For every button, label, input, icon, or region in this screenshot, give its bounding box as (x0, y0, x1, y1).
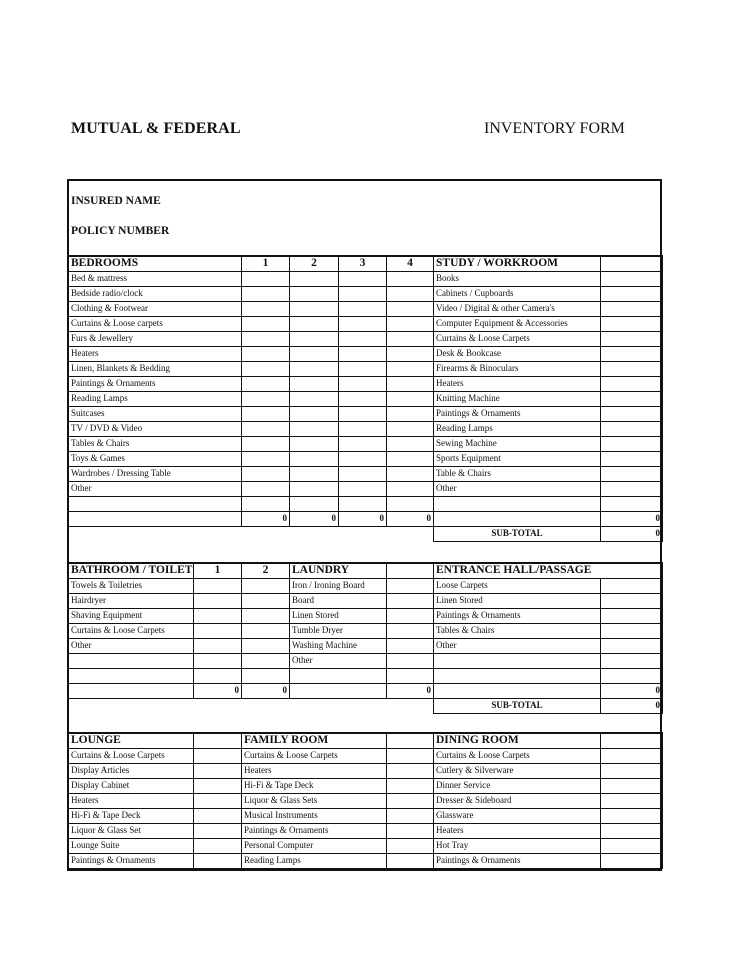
bedroom-4-value[interactable] (387, 436, 434, 451)
item-row (69, 451, 663, 466)
study-item-label: Computer Equipment & Accessories (434, 316, 601, 331)
bedroom-4-value[interactable] (387, 301, 434, 316)
bedroom-3-value[interactable] (339, 316, 387, 331)
lounge-heading: LOUNGE (69, 733, 194, 748)
dining-item-value[interactable] (601, 838, 663, 853)
dining-item-label: Cutlery & Silverware (434, 763, 601, 778)
form-title: INVENTORY FORM (484, 120, 625, 137)
lounge-item-value[interactable] (194, 763, 242, 778)
bedroom-item-label: Toys & Games (69, 451, 242, 466)
study-value-heading (601, 256, 663, 271)
bedroom-1-value[interactable] (242, 271, 290, 286)
entrance-item-value[interactable] (601, 638, 663, 653)
study-item-label: Reading Lamps (434, 421, 601, 436)
bedroom-item-label: Suitcases (69, 406, 242, 421)
bathroom-2-value[interactable] (242, 668, 290, 683)
bedroom-4-value[interactable] (387, 391, 434, 406)
bedroom-2-value[interactable] (290, 451, 339, 466)
study-item-label: Paintings & Ornaments (434, 406, 601, 421)
lounge-value-heading (194, 733, 242, 748)
laundry-item-value[interactable] (387, 623, 434, 638)
lounge-item-value[interactable] (194, 793, 242, 808)
entry-cell[interactable] (387, 496, 434, 511)
item-row (69, 608, 663, 623)
lounge-family-dining-table (68, 732, 663, 869)
item-row (69, 653, 663, 668)
bedroom-2-value[interactable] (290, 316, 339, 331)
bedroom-3-value[interactable] (339, 451, 387, 466)
bedroom-1-value[interactable] (242, 436, 290, 451)
study-item-value[interactable] (601, 466, 663, 481)
bedroom-item-label: Furs & Jewellery (69, 331, 242, 346)
study-item-value[interactable] (601, 421, 663, 436)
family-item-value[interactable] (387, 748, 434, 763)
study-item-label: Heaters (434, 376, 601, 391)
laundry-item-label: Other (290, 653, 387, 668)
bedroom-4-value[interactable] (387, 421, 434, 436)
dining-item-label: Dinner Service (434, 778, 601, 793)
item-row (69, 638, 663, 653)
bedroom-3-value[interactable] (339, 361, 387, 376)
bathroom-2-value[interactable] (242, 608, 290, 623)
bedrooms-study-table (68, 255, 663, 542)
subtotal-value: 0 (601, 526, 663, 541)
laundry-item-label (290, 668, 387, 683)
lounge-item-value[interactable] (194, 778, 242, 793)
bedroom-2-value[interactable] (290, 406, 339, 421)
entry-cell[interactable] (69, 496, 242, 511)
family-item-value[interactable] (387, 793, 434, 808)
bedroom-1-value[interactable] (242, 331, 290, 346)
study-item-value[interactable] (601, 346, 663, 361)
bedroom-2-value[interactable] (290, 301, 339, 316)
item-row (69, 436, 663, 451)
bedroom-2-value[interactable] (290, 436, 339, 451)
study-item-label: Curtains & Loose Carpets (434, 331, 601, 346)
laundry-item-value[interactable] (387, 668, 434, 683)
study-total: 0 (601, 511, 663, 526)
entrance-item-label: Tables & Chairs (434, 623, 601, 638)
item-row (69, 466, 663, 481)
bedroom-1-value[interactable] (242, 481, 290, 496)
family-room-heading: FAMILY ROOM (242, 733, 387, 748)
laundry-item-label: Board (290, 593, 387, 608)
item-row (69, 593, 663, 608)
entrance-item-label (434, 653, 601, 668)
bedroom-2-value[interactable] (290, 376, 339, 391)
bedroom-1-value[interactable] (242, 301, 290, 316)
item-row (69, 748, 663, 763)
bedroom-4-heading: 4 (387, 256, 434, 271)
bathroom-heading: BATHROOM / TOILET (69, 563, 194, 578)
entrance-item-label (434, 668, 601, 683)
study-item-value[interactable] (601, 316, 663, 331)
bedroom-3-value[interactable] (339, 301, 387, 316)
entrance-item-label: Paintings & Ornaments (434, 608, 601, 623)
study-item-value[interactable] (601, 361, 663, 376)
bedrooms-heading: BEDROOMS (69, 256, 242, 271)
family-item-label: Personal Computer (242, 838, 387, 853)
laundry-item-label: Tumble Dryer (290, 623, 387, 638)
item-row (69, 421, 663, 436)
bathroom-item-label (69, 668, 194, 683)
bathroom-2-value[interactable] (242, 638, 290, 653)
bedroom-1-value[interactable] (242, 406, 290, 421)
lounge-item-label: Display Articles (69, 763, 194, 778)
lounge-item-value[interactable] (194, 808, 242, 823)
bathroom-item-label: Curtains & Loose Carpets (69, 623, 194, 638)
family-item-label: Musical Instruments (242, 808, 387, 823)
bathroom-2-value[interactable] (242, 623, 290, 638)
item-row (69, 623, 663, 638)
dining-room-heading: DINING ROOM (434, 733, 601, 748)
lounge-item-value[interactable] (194, 823, 242, 838)
bathroom-1-value[interactable] (194, 593, 242, 608)
bedroom-1-value[interactable] (242, 316, 290, 331)
entrance-item-value[interactable] (601, 668, 663, 683)
item-row (69, 271, 663, 286)
bedroom-2-value[interactable] (290, 331, 339, 346)
dining-item-value[interactable] (601, 748, 663, 763)
laundry-item-label: Iron / Ironing Board (290, 578, 387, 593)
bedroom-4-value[interactable] (387, 361, 434, 376)
item-row (69, 808, 663, 823)
bedroom-3-value[interactable] (339, 466, 387, 481)
bathroom-2-total: 0 (242, 683, 290, 698)
section-header-row (69, 733, 663, 748)
bedroom-1-total: 0 (242, 511, 290, 526)
bedroom-item-label: Bedside radio/clock (69, 286, 242, 301)
lounge-item-value[interactable] (194, 838, 242, 853)
bathroom-item-label: Hairdryer (69, 593, 194, 608)
bedroom-4-value[interactable] (387, 376, 434, 391)
study-item-value[interactable] (601, 406, 663, 421)
bedroom-2-value[interactable] (290, 481, 339, 496)
bedroom-3-total: 0 (339, 511, 387, 526)
bathroom-1-value[interactable] (194, 608, 242, 623)
family-item-value[interactable] (387, 808, 434, 823)
laundry-item-value[interactable] (387, 638, 434, 653)
totals-label-cell (69, 511, 242, 526)
laundry-heading: LAUNDRY (290, 563, 387, 578)
item-row (69, 578, 663, 593)
family-item-label: Liquor & Glass Sets (242, 793, 387, 808)
family-item-label: Paintings & Ornaments (242, 823, 387, 838)
study-item-value[interactable] (601, 391, 663, 406)
lounge-item-label: Curtains & Loose Carpets (69, 748, 194, 763)
bedroom-item-label: Paintings & Ornaments (69, 376, 242, 391)
bedroom-4-value[interactable] (387, 346, 434, 361)
bedroom-2-heading: 2 (290, 256, 339, 271)
study-item-value[interactable] (601, 436, 663, 451)
item-row (69, 361, 663, 376)
bedroom-item-label: Linen, Blankets & Bedding (69, 361, 242, 376)
dining-item-value[interactable] (601, 808, 663, 823)
entrance-item-value[interactable] (601, 623, 663, 638)
bedroom-4-value[interactable] (387, 466, 434, 481)
item-row (69, 853, 663, 868)
item-row (69, 286, 663, 301)
lounge-item-label: Display Cabinet (69, 778, 194, 793)
entry-cell[interactable] (242, 496, 290, 511)
entrance-item-value[interactable] (601, 653, 663, 668)
bedroom-2-value[interactable] (290, 346, 339, 361)
bathroom-item-label: Shaving Equipment (69, 608, 194, 623)
item-row (69, 838, 663, 853)
dining-item-value[interactable] (601, 853, 663, 868)
bedroom-1-value[interactable] (242, 376, 290, 391)
item-row (69, 823, 663, 838)
study-item-label: Video / Digital & other Camera's (434, 301, 601, 316)
insured-name-label: INSURED NAME (71, 195, 161, 207)
entrance-heading: ENTRANCE HALL/PASSAGE (434, 563, 663, 578)
dining-item-label: Heaters (434, 823, 601, 838)
bedroom-4-value[interactable] (387, 316, 434, 331)
bedroom-2-value[interactable] (290, 466, 339, 481)
section-header-row (69, 563, 663, 578)
bedroom-1-value[interactable] (242, 346, 290, 361)
bedroom-1-value[interactable] (242, 361, 290, 376)
laundry-item-value[interactable] (387, 653, 434, 668)
bedroom-2-total: 0 (290, 511, 339, 526)
item-row (69, 316, 663, 331)
bathroom-item-label: Towels & Toiletries (69, 578, 194, 593)
study-item-label: Sports Equipment (434, 451, 601, 466)
bedroom-3-value[interactable] (339, 376, 387, 391)
bedroom-1-value[interactable] (242, 466, 290, 481)
entrance-total-label-cell (434, 683, 601, 698)
totals-row (69, 511, 663, 526)
subtotal-value: 0 (601, 698, 663, 713)
lounge-item-label: Hi-Fi & Tape Deck (69, 808, 194, 823)
study-item-label: Sewing Machine (434, 436, 601, 451)
lounge-item-value[interactable] (194, 853, 242, 868)
bathroom-2-value[interactable] (242, 593, 290, 608)
laundry-value-heading (387, 563, 434, 578)
study-item-value[interactable] (601, 271, 663, 286)
totals-row (69, 683, 663, 698)
study-item-value[interactable] (601, 451, 663, 466)
bedroom-1-value[interactable] (242, 421, 290, 436)
bedroom-4-total: 0 (387, 511, 434, 526)
family-item-value[interactable] (387, 853, 434, 868)
lounge-item-label: Paintings & Ornaments (69, 853, 194, 868)
study-item-label: Knitting Machine (434, 391, 601, 406)
subtotal-label: SUB-TOTAL (434, 526, 601, 541)
bedroom-3-value[interactable] (339, 481, 387, 496)
dining-item-label: Hot Tray (434, 838, 601, 853)
bathroom-laundry-entrance-table (68, 562, 663, 714)
dining-item-value[interactable] (601, 793, 663, 808)
laundry-item-value[interactable] (387, 608, 434, 623)
bedroom-3-heading: 3 (339, 256, 387, 271)
lounge-item-label: Heaters (69, 793, 194, 808)
bedroom-3-value[interactable] (339, 346, 387, 361)
bedroom-item-label: Bed & mattress (69, 271, 242, 286)
study-heading: STUDY / WORKROOM (434, 256, 601, 271)
bathroom-1-total: 0 (194, 683, 242, 698)
study-item-value[interactable] (601, 481, 663, 496)
family-item-label: Hi-Fi & Tape Deck (242, 778, 387, 793)
dining-item-value[interactable] (601, 778, 663, 793)
bedroom-item-label: Heaters (69, 346, 242, 361)
bedroom-3-value[interactable] (339, 331, 387, 346)
item-row (69, 391, 663, 406)
bedroom-2-value[interactable] (290, 286, 339, 301)
entry-cell[interactable] (434, 496, 601, 511)
bathroom-1-value[interactable] (194, 653, 242, 668)
item-row (69, 778, 663, 793)
study-item-label: Books (434, 271, 601, 286)
bedroom-3-value[interactable] (339, 421, 387, 436)
bedroom-3-value[interactable] (339, 391, 387, 406)
item-row (69, 301, 663, 316)
bedroom-3-value[interactable] (339, 406, 387, 421)
laundry-item-label: Washing Machine (290, 638, 387, 653)
bedroom-2-value[interactable] (290, 421, 339, 436)
item-row (69, 668, 663, 683)
dining-item-label: Paintings & Ornaments (434, 853, 601, 868)
bedroom-1-value[interactable] (242, 451, 290, 466)
study-item-value[interactable] (601, 376, 663, 391)
item-row (69, 481, 663, 496)
dining-value-heading (601, 733, 663, 748)
bathroom-1-value[interactable] (194, 638, 242, 653)
bathroom-item-label: Other (69, 638, 194, 653)
bathroom-1-heading: 1 (194, 563, 242, 578)
entrance-item-label: Linen Stored (434, 593, 601, 608)
dining-item-value[interactable] (601, 823, 663, 838)
bedroom-item-label: Reading Lamps (69, 391, 242, 406)
item-row (69, 763, 663, 778)
dining-item-label: Glassware (434, 808, 601, 823)
bedroom-item-label: Wardrobes / Dressing Table (69, 466, 242, 481)
bedroom-1-value[interactable] (242, 391, 290, 406)
entry-cell[interactable] (290, 496, 339, 511)
study-item-label: Cabinets / Cupboards (434, 286, 601, 301)
family-item-value[interactable] (387, 778, 434, 793)
laundry-item-value[interactable] (387, 578, 434, 593)
item-row (69, 376, 663, 391)
bedroom-item-label: TV / DVD & Video (69, 421, 242, 436)
entrance-item-value[interactable] (601, 593, 663, 608)
study-item-label: Desk & Bookcase (434, 346, 601, 361)
family-item-label: Heaters (242, 763, 387, 778)
totals-label-cell (69, 683, 194, 698)
bedroom-item-label: Tables & Chairs (69, 436, 242, 451)
item-row (69, 346, 663, 361)
section-header-row (69, 256, 663, 271)
bathroom-2-value[interactable] (242, 653, 290, 668)
laundry-item-value[interactable] (387, 593, 434, 608)
entrance-item-label: Other (434, 638, 601, 653)
item-row (69, 793, 663, 808)
bedroom-item-label: Other (69, 481, 242, 496)
family-item-label: Reading Lamps (242, 853, 387, 868)
dining-item-label: Dresser & Sideboard (434, 793, 601, 808)
bedroom-2-value[interactable] (290, 361, 339, 376)
family-item-value[interactable] (387, 823, 434, 838)
item-row (69, 406, 663, 421)
bedroom-4-value[interactable] (387, 331, 434, 346)
subtotal-row (69, 698, 663, 713)
bedroom-3-value[interactable] (339, 436, 387, 451)
bathroom-item-label (69, 653, 194, 668)
dining-item-label: Curtains & Loose Carpets (434, 748, 601, 763)
company-name: MUTUAL & FEDERAL (71, 120, 241, 137)
study-item-value[interactable] (601, 301, 663, 316)
entrance-item-value[interactable] (601, 578, 663, 593)
bedroom-2-value[interactable] (290, 391, 339, 406)
laundry-total: 0 (387, 683, 434, 698)
bedroom-2-value[interactable] (290, 271, 339, 286)
family-item-value[interactable] (387, 838, 434, 853)
entry-cell[interactable] (601, 496, 663, 511)
bedroom-4-value[interactable] (387, 286, 434, 301)
laundry-total-label-cell (290, 683, 387, 698)
bedroom-4-value[interactable] (387, 451, 434, 466)
bathroom-2-value[interactable] (242, 578, 290, 593)
item-row (69, 331, 663, 346)
lounge-item-label: Lounge Suite (69, 838, 194, 853)
bedroom-item-label: Curtains & Loose carpets (69, 316, 242, 331)
entrance-item-label: Loose Carpets (434, 578, 601, 593)
dining-item-value[interactable] (601, 763, 663, 778)
bedroom-4-value[interactable] (387, 481, 434, 496)
study-item-label: Firearms & Binoculars (434, 361, 601, 376)
bedroom-1-heading: 1 (242, 256, 290, 271)
subtotal-row (69, 526, 663, 541)
study-total-label-cell (434, 511, 601, 526)
bedroom-4-value[interactable] (387, 406, 434, 421)
family-item-value[interactable] (387, 763, 434, 778)
family-item-label: Curtains & Loose Carpets (242, 748, 387, 763)
family-value-heading (387, 733, 434, 748)
bedroom-1-value[interactable] (242, 286, 290, 301)
study-item-value[interactable] (601, 331, 663, 346)
study-item-label: Table & Chairs (434, 466, 601, 481)
study-item-value[interactable] (601, 286, 663, 301)
policy-number-label: POLICY NUMBER (71, 225, 170, 237)
bathroom-1-value[interactable] (194, 668, 242, 683)
lounge-item-value[interactable] (194, 748, 242, 763)
bedroom-3-value[interactable] (339, 286, 387, 301)
subtotal-label: SUB-TOTAL (434, 698, 601, 713)
bedroom-4-value[interactable] (387, 271, 434, 286)
blank-row (69, 496, 663, 511)
lounge-item-label: Liquor & Glass Set (69, 823, 194, 838)
laundry-item-label: Linen Stored (290, 608, 387, 623)
entry-cell[interactable] (339, 496, 387, 511)
entrance-item-value[interactable] (601, 608, 663, 623)
bathroom-2-heading: 2 (242, 563, 290, 578)
bedroom-item-label: Clothing & Footwear (69, 301, 242, 316)
bedroom-3-value[interactable] (339, 271, 387, 286)
spacer (69, 526, 434, 541)
study-item-label: Other (434, 481, 601, 496)
bathroom-1-value[interactable] (194, 623, 242, 638)
spacer (69, 698, 434, 713)
bathroom-1-value[interactable] (194, 578, 242, 593)
entrance-total: 0 (601, 683, 663, 698)
